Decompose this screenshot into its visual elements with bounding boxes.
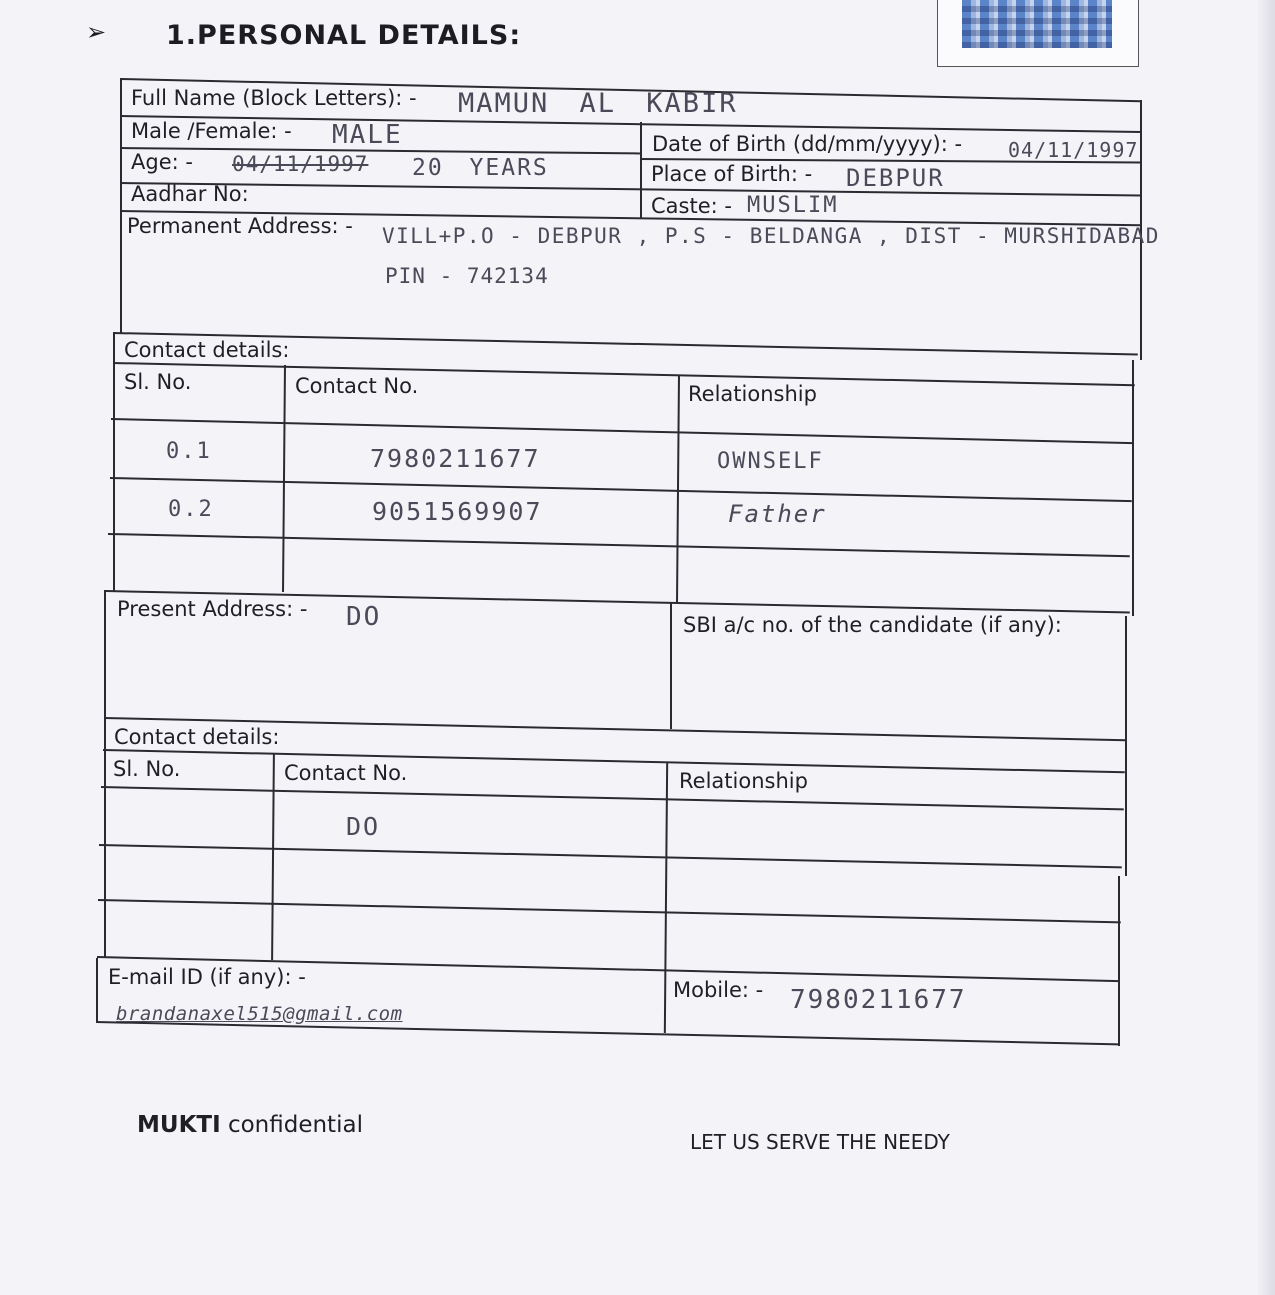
footer-tagline: LET US SERVE THE NEEDY [690,1130,950,1154]
rule-contact-col1 [282,365,285,592]
page-edge-shadow [1258,0,1275,1295]
contact-row2-number[interactable]: 9051569907 [372,497,543,526]
contact-header-sl: Sl. No. [124,370,192,394]
form-border-left-4 [96,958,98,1022]
rule-contact-heading [113,362,1135,386]
mobile-label: Mobile: - [673,978,764,1002]
rule-contact2-row2 [98,899,1121,923]
rule-contact2-row1 [99,844,1122,868]
rule-contact-header [111,418,1133,444]
dob-label: Date of Birth (dd/mm/yyyy): - [652,132,963,156]
contact-details-heading: Contact details: [124,338,290,362]
form-border-right-2 [1132,360,1134,616]
contact2-header-number: Contact No. [284,761,408,785]
age-label: Age: - [131,150,193,174]
place-of-birth-value[interactable]: DEBPUR [846,164,945,192]
age-value[interactable]: 20 YEARS [412,155,549,181]
photo-image [962,0,1112,48]
rule-contact-row1 [110,477,1132,502]
form-border-right-3 [1125,616,1127,876]
permanent-address-line1[interactable]: VILL+P.O - DEBPUR , P.S - BELDANGA , DIST - MURSHIDABAD [382,224,1160,248]
form-border-left-3 [104,590,106,958]
rule-contact2-col2 [664,763,668,1033]
sbi-account-label: SBI a/c no. of the candidate (if any): [683,613,1062,637]
permanent-address-label: Permanent Address: - [127,214,353,238]
rule-contact2-col1 [271,754,274,960]
present-address-value[interactable]: DO [346,602,382,632]
bullet-arrow-icon: ➢ [86,18,107,46]
footer-confidential [137,1112,363,1138]
email-label: E-mail ID (if any): - [108,965,306,989]
rule-contact-row2 [108,533,1130,557]
contact-header-number: Contact No. [295,374,419,398]
contact2-row1-number[interactable]: DO [346,812,381,841]
gender-label: Male /Female: - [131,119,292,143]
caste-label: Caste: - [651,194,732,218]
permanent-address-line2[interactable]: PIN - 742134 [385,264,549,288]
rule-present-mid [670,603,672,729]
caste-value[interactable]: MUSLIM [747,193,839,218]
contact-row1-sl[interactable]: 0.1 [166,439,212,464]
section-title: 1.PERSONAL DETAILS: [166,20,522,51]
contact-header-relationship: Relationship [688,382,817,406]
place-of-birth-label: Place of Birth: - [651,162,813,186]
dob-value[interactable]: 04/11/1997 [1008,138,1139,162]
rule-contact2-header [101,786,1124,810]
footer-confidential-text: confidential [220,1112,363,1138]
email-value[interactable]: brandanaxel515@gmail.com [116,1003,403,1025]
contact-row2-sl[interactable]: 0.2 [168,497,214,522]
form-border-right-4 [1118,876,1120,1046]
contact-row1-number[interactable]: 7980211677 [370,444,541,473]
full-name-label: Full Name (Block Letters): - [131,86,417,110]
full-name-value[interactable]: MAMUN AL KABIR [458,88,738,119]
age-struck-value: 04/11/1997 [232,152,369,176]
rule-age [120,182,1141,196]
contact2-header-sl: Sl. No. [113,757,181,781]
rule-mid-top [640,122,642,218]
gender-value[interactable]: MALE [332,120,403,150]
rule-contact2-heading [103,749,1125,773]
present-address-label: Present Address: - [117,597,308,621]
aadhar-label: Aadhar No: [131,182,249,206]
mobile-value[interactable]: 7980211677 [790,985,967,1015]
photo-frame [937,0,1139,67]
contact-row1-relationship[interactable]: OWNSELF [717,449,824,474]
form-border-left-2 [113,333,115,591]
contact2-details-heading: Contact details: [114,725,280,749]
contact-row2-relationship[interactable]: Father [728,500,827,528]
contact2-header-relationship: Relationship [679,769,808,793]
footer-brand: MUKTI [137,1112,221,1138]
